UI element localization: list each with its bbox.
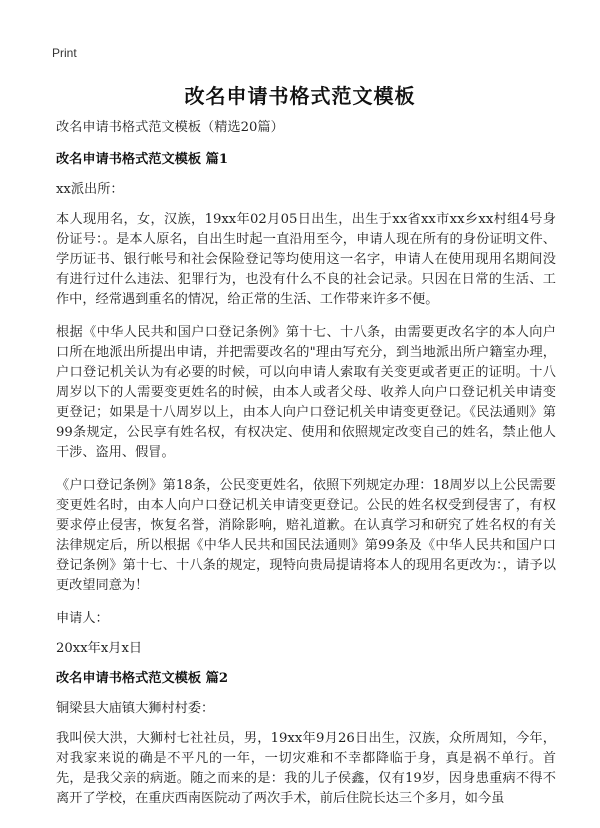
recipient-line: 铜梁县大庙镇大狮村村委： xyxy=(56,701,215,716)
document-body xyxy=(56,118,556,822)
body-paragraph: 我叫侯大洪，大狮村七社社员，男，19xx年9月26日出生，汉族，众所周知，今年，对我家来说的确是不平凡的一年，一切灾难和不幸都降临于身，真是祸不单行。首先，是我父亲的病逝。随之而来的是：我的儿子侯鑫，仅有19岁，因身患重病不得不离开了学校，在重庆西南医院动了两次手术，前后住院长达三个多月，如今虽 xyxy=(56,731,556,806)
date-line: 20xx年x月x日 xyxy=(56,641,143,656)
applicant-line: 申请人： xyxy=(56,611,109,626)
recipient-line: xx派出所： xyxy=(56,182,124,197)
section-heading: 改名申请书格式范文模板 篇1 xyxy=(56,152,229,167)
print-label: Print xyxy=(52,46,77,60)
body-paragraph: 根据《中华人民共和国户口登记条例》第十七、十八条，由需要更改名字的本人向户口所在地派出所提出申请，并把需要改名的"理由写充分，到当地派出所户籍室办理，户口登记机关认为有必要的时候，可以向申请人索取有关变更或者更正的证明。十八周岁以下的人需要变更姓名的时候，由本人或者父母、收养人向户口登记机关申请变更登记；如果是十八周岁以上，由本人向户口登记机关申请变更登记。《民法通则》第99条规定，公民享有姓名权，有权决定、使用和依照规定改变自己的姓名，禁止他人干涉、盗用、假冒。 xyxy=(56,325,556,460)
section-heading: 改名申请书格式范文模板 篇2 xyxy=(56,671,229,686)
page-title: 改名申请书格式范文模板 xyxy=(184,84,416,108)
body-paragraph: 本人现用名，女，汉族，19xx年02月05日出生，出生于xx省xx市xx乡xx村组4号身份证号：。是本人原名，自出生时起一直沿用至今，申请人现在所有的身份证明文件、学历证书、银行帐号和社会保险登记等均使用这一名字，申请人在使用现用名期间没有进行过什么违法、犯罪行为，也没有什么不良的社会记录。只因在日常的生活、工作中，经常遇到重名的情况，给正常的生活、工作带来许多不便。 xyxy=(56,212,556,307)
document-subtitle: 改名申请书格式范文模板（精选20篇） xyxy=(56,120,284,135)
body-paragraph: 《户口登记条例》第18条，公民变更姓名，依照下列规定办理：18周岁以上公民需要变更姓名时，由本人向户口登记机关申请变更登记。公民的姓名权受到侵害了，有权要求停止侵害，恢复名誉，消除影响，赔礼道歉。在认真学习和研究了姓名权的有关法律规定后，所以根据《中华人民共和国民法通则》第99条及《中华人民共和国户口登记条例》第十七、十八条的规定，现特向贵局提请将本人的现用名更改为：，请予以更改望同意为！ xyxy=(56,478,556,593)
